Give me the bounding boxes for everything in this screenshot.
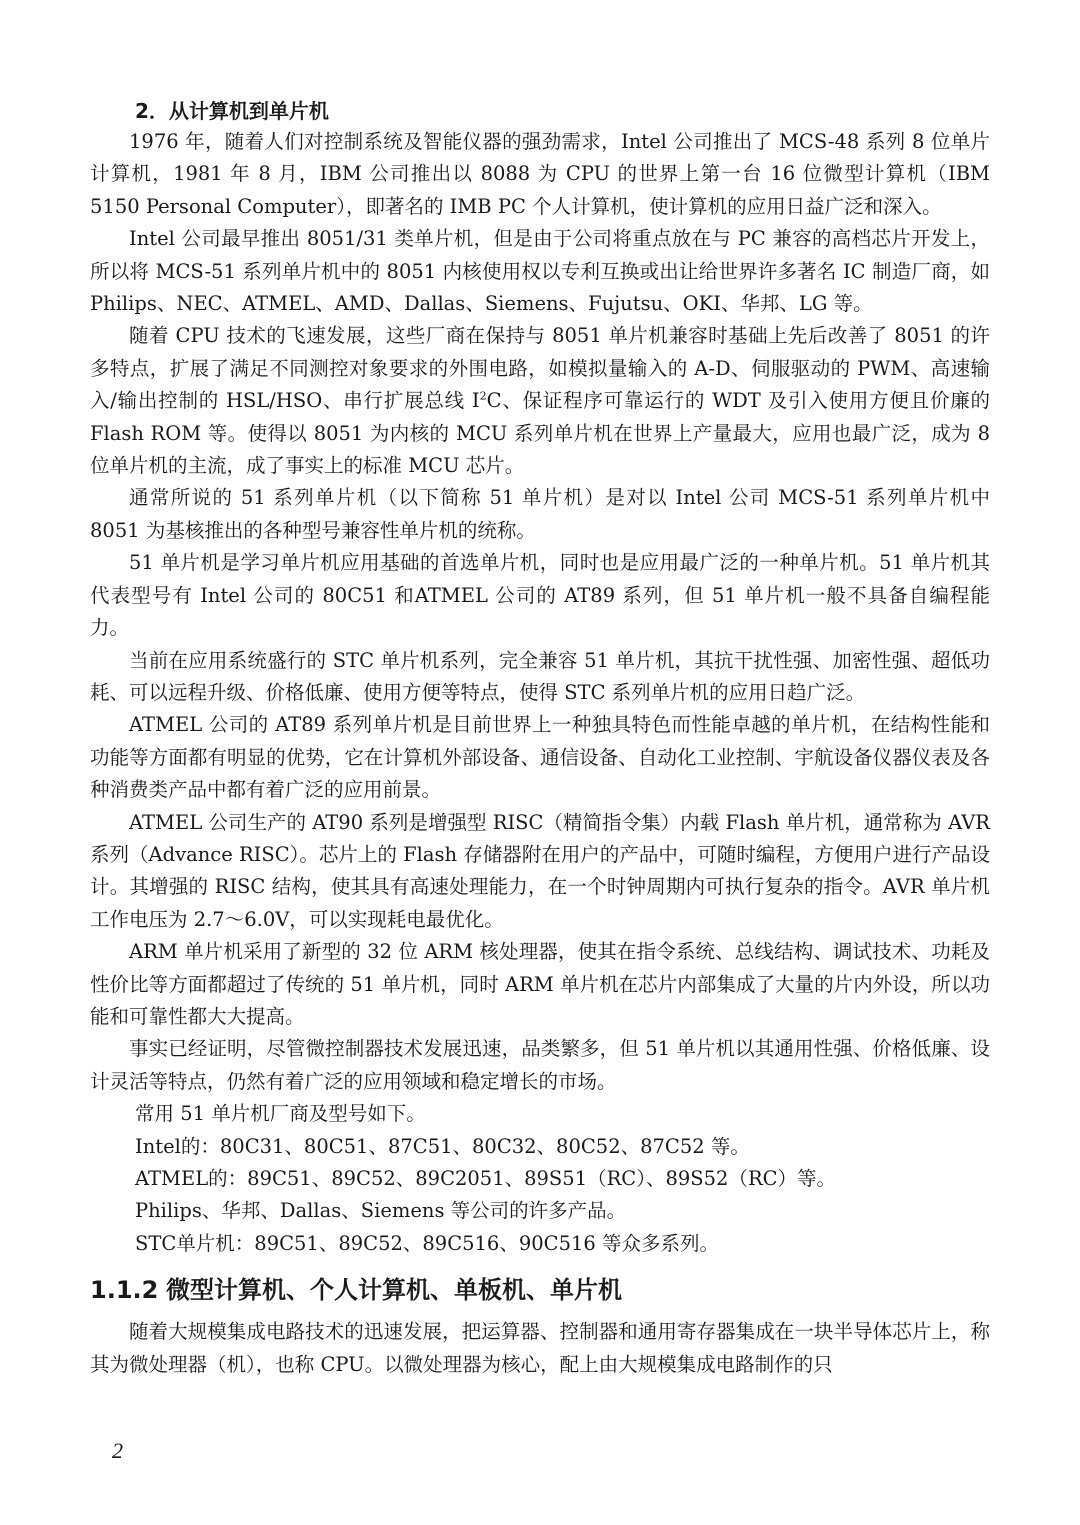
page-body bbox=[90, 96, 990, 1381]
subsection-title: 微型计算机、个人计算机、单板机、单片机 bbox=[166, 1276, 622, 1305]
paragraph: 事实已经证明，尽管微控制器技术发展迅速，品类繁多，但 51 单片机以其通用性强、价格低廉、设计灵活等特点，仍然有着广泛的应用领域和稳定增长的市场。 bbox=[90, 1037, 990, 1093]
paragraph: 当前在应用系统盛行的 STC 单片机系列，完全兼容 51 单片机，其抗干扰性强、加密性强、超低功耗、可以远程升级、价格低廉、使用方便等特点，使得 STC 系列单片机的应用日趋广泛。 bbox=[90, 648, 990, 704]
page-number: 2 bbox=[112, 1438, 123, 1463]
list-item: STC单片机：89C51、89C52、89C516、90C516 等众多系列。 bbox=[135, 1231, 719, 1255]
subsection-heading bbox=[90, 1274, 990, 1306]
list-intro: 常用 51 单片机厂商及型号如下。 bbox=[135, 1102, 426, 1126]
paragraph: 1976 年，随着人们对控制系统及智能仪器的强劲需求，Intel 公司推出了 MCS-48 系列 8 位单片计算机，1981 年 8 月，IBM 公司推出以 8088 为 CPU 的世界上第一台 16 位微型计算机（IBM 5150 Personal Computer），即著名的 IMB PC 个人计算机，使计算机的应用日益广泛和深入。 bbox=[90, 130, 990, 218]
paragraph: ARM 单片机采用了新型的 32 位 ARM 核处理器，使其在指令系统、总线结构、调试技术、功耗及性价比等方面都超过了传统的 51 单片机，同时 ARM 单片机在芯片内部集成了大量的片内外设，所以功能和可靠性都大大提高。 bbox=[90, 940, 990, 1028]
paragraph: Intel 公司最早推出 8051/31 类单片机，但是由于公司将重点放在与 PC 兼容的高档芯片开发上，所以将 MCS-51 系列单片机中的 8051 内核使用权以专利互换或出让给世界许多著名 IC 制造厂商，如 Philips、NEC、ATMEL、AMD、Dallas、Siemens、Fujutsu、OKI、华邦、LG 等。 bbox=[90, 227, 990, 316]
paragraph: ATMEL 公司生产的 AT90 系列是增强型 RISC（精简指令集）内载 Flash 单片机，通常称为 AVR 系列（Advance RISC）。芯片上的 Flash 存储器附在用户的产品中，可随时编程，方便用户进行产品设计。其增强的 RISC 结构，使其具有高速处理能力，在一个时钟周期内可执行复杂的指令。AVR 单片机工作电压为 2.7～6.0V，可以实现耗电最优化。 bbox=[90, 810, 990, 931]
paragraph: 随着大规模集成电路技术的迅速发展，把运算器、控制器和通用寄存器集成在一块半导体芯片上，称其为微处理器（机），也称 CPU。以微处理器为核心，配上由大规模集成电路制作的只 bbox=[90, 1320, 990, 1376]
paragraph: 随着 CPU 技术的飞速发展，这些厂商在保持与 8051 单片机兼容时基础上先后改善了 8051 的许多特点，扩展了满足不同测控对象要求的外围电路，如模拟量输入的 A-D、伺服驱动的 PWM、高速输入/输出控制的 HSL/HSO、串行扩展总线 $I^2C$、保证程序可靠运行的 WDT 及引入使用方便且价廉的 Flash ROM 等。使得以 8051 为内核的 MCU 系列单片机在世界上产量最大，应用也最广泛，成为 8 位单片机的主流，成了事实上的标准 MCU 芯片。 bbox=[90, 324, 990, 478]
superscript: 2 bbox=[479, 389, 487, 403]
list-item: Intel的：80C31、80C51、87C51、80C32、80C52、87C52 等。 bbox=[135, 1134, 750, 1158]
list-item: ATMEL的：89C51、89C52、89C2051、89S51（RC）、89S52（RC）等。 bbox=[135, 1167, 837, 1190]
subsection-number: 1.1.2 bbox=[90, 1276, 159, 1305]
paragraph: 通常所说的 51 系列单片机（以下简称 51 单片机）是对以 Intel 公司 MCS-51 系列单片机中 8051 为基核推出的各种型号兼容性单片机的统称。 bbox=[90, 486, 990, 542]
paragraph: 51 单片机是学习单片机应用基础的首选单片机，同时也是应用最广泛的一种单片机。51 单片机其代表型号有 Intel 公司的 80C51 和ATMEL 公司的 AT89 系列，但 51 单片机一般不具备自编程能力。 bbox=[90, 551, 990, 640]
list-item: Philips、华邦、Dallas、Siemens 等公司的许多产品。 bbox=[135, 1199, 627, 1223]
paragraph: ATMEL 公司的 AT89 系列单片机是目前世界上一种独具特色而性能卓越的单片机，在结构性能和功能等方面都有明显的优势，它在计算机外部设备、通信设备、自动化工业控制、宇航设备仪器仪表及各种消费类产品中都有着广泛的应用前景。 bbox=[90, 713, 990, 802]
section-heading: 2．从计算机到单片机 bbox=[135, 99, 329, 123]
